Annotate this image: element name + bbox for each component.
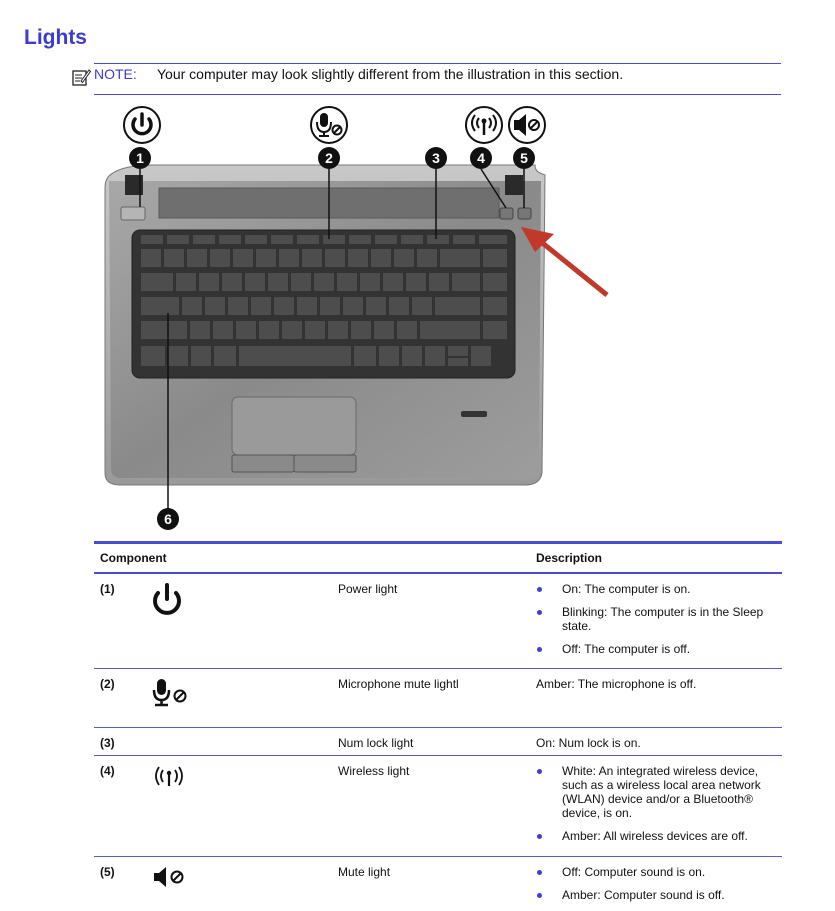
wireless-icon (152, 764, 186, 788)
note-label: NOTE: (94, 66, 137, 82)
description-bullet: Amber: Computer sound is off. (536, 888, 776, 902)
description-bullet: White: An integrated wireless device, such as a wireless local area network (WLAN) device and/or a Bluetooth® device, is on. (536, 764, 776, 820)
callout-1: 1 (129, 147, 151, 169)
row-description (530, 857, 782, 911)
description-bullet: Amber: All wireless devices are off. (536, 829, 776, 843)
row-name: Wireless light (332, 756, 530, 857)
row-number: (4) (94, 756, 142, 857)
row-icon-cell (142, 756, 332, 857)
table-row (94, 756, 782, 857)
page-title: Lights (24, 26, 87, 50)
row-name: Microphone mute lightl (332, 669, 530, 728)
row-name: Num lock light (332, 728, 530, 756)
row-number: (5) (94, 857, 142, 911)
row-icon-cell (142, 857, 332, 911)
header-description: Description (530, 543, 782, 574)
note-text: Your computer may look slightly different from the illustration in this section. (157, 66, 623, 82)
callout-3: 3 (425, 147, 447, 169)
table-header-row (94, 543, 782, 574)
row-icon-cell (142, 728, 332, 756)
row-icon-cell (142, 669, 332, 728)
table-row (94, 573, 782, 669)
header-component: Component (94, 543, 530, 574)
row-number: (3) (94, 728, 142, 756)
callout-6: 6 (157, 508, 179, 530)
description-bullet: On: The computer is on. (536, 582, 776, 596)
table-row (94, 728, 782, 756)
row-number: (2) (94, 669, 142, 728)
components-table (94, 541, 782, 911)
callout-2: 2 (318, 147, 340, 169)
laptop-drawing (95, 103, 615, 533)
note-icon (71, 67, 91, 87)
description-bullet: Off: Computer sound is on. (536, 865, 776, 879)
callout-5: 5 (513, 147, 535, 169)
callout-4: 4 (470, 147, 492, 169)
row-icon-cell (142, 573, 332, 669)
mute-icon (152, 865, 188, 889)
laptop-illustration (95, 103, 615, 533)
row-name: Power light (332, 573, 530, 669)
row-description (530, 756, 782, 857)
power-icon (148, 582, 188, 618)
description-bullet: Blinking: The computer is in the Sleep state. (536, 605, 776, 633)
row-description: Amber: The microphone is off. (530, 669, 782, 728)
row-number: (1) (94, 573, 142, 669)
row-description: On: Num lock is on. (530, 728, 782, 756)
table-row (94, 669, 782, 728)
microphone-mute-icon (152, 677, 196, 711)
row-name: Mute light (332, 857, 530, 911)
note-box (94, 63, 781, 95)
description-bullet: Off: The computer is off. (536, 642, 776, 656)
row-description (530, 573, 782, 669)
table-row (94, 857, 782, 911)
